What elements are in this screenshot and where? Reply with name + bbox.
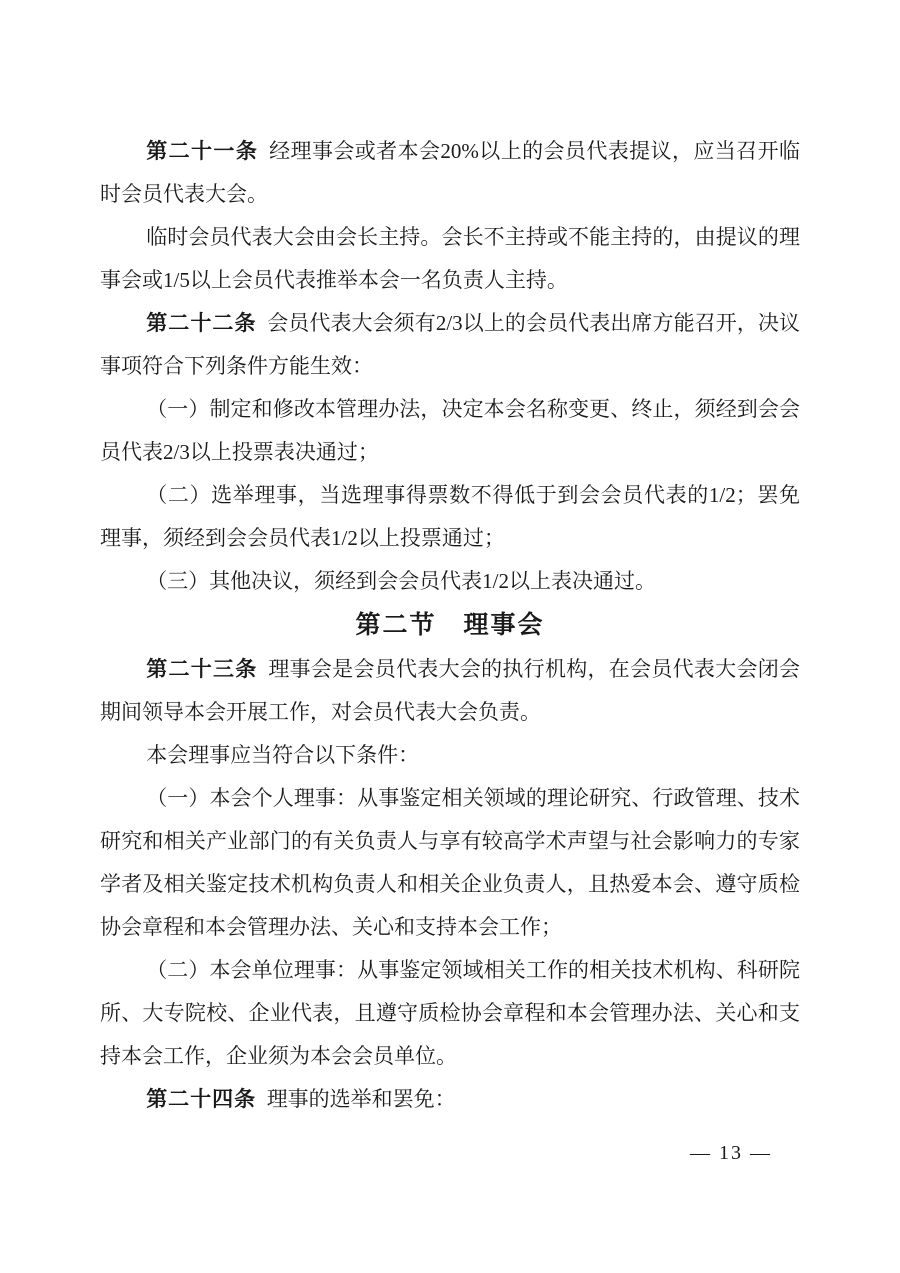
document-body [100,130,800,1121]
body-paragraph: 本会理事应当符合以下条件： [146,743,420,767]
body-paragraph: （一）制定和修改本管理办法，决定本会名称变更、终止，须经到会会员代表2/3以上投票表决通过； [100,397,800,464]
body-paragraph: （三）其他决议，须经到会会员代表1/2以上表决通过。 [146,569,657,593]
section-heading: 第二节 理事会 [355,611,545,639]
article-paragraph: 第二十三条 理事会是会员代表大会的执行机构，在会员代表大会闭会期间领导本会开展工作，对会员代表大会负责。 [100,657,801,724]
body-paragraph: （二）选举理事，当选理事得票数不得低于到会会员代表的1/2；罢免理事，须经到会会员代表1/2以上投票通过； [100,483,800,550]
article-number: 第二十二条 [146,311,257,335]
article-number: 第二十四条 [146,1087,257,1111]
body-paragraph: （二）本会单位理事：从事鉴定领域相关工作的相关技术机构、科研院所、大专院校、企业代表，且遵守质检协会章程和本会管理办法、关心和支持本会工作，企业须为本会会员单位。 [100,958,800,1068]
body-paragraph: 临时会员代表大会由会长主持。会长不主持或不能主持的，由提议的理事会或1/5以上会员代表推举本会一名负责人主持。 [100,225,800,292]
article-number: 第二十三条 [146,657,258,681]
body-paragraph: （一）本会个人理事：从事鉴定相关领域的理论研究、行政管理、技术研究和相关产业部门的有关负责人与享有较高学术声望与社会影响力的专家学者及相关鉴定技术机构负责人和相关企业负责人，且热爱本会、遵守质检协会章程和本会管理办法、关心和支持本会工作； [100,786,800,939]
page-number: — 13 — [690,1142,772,1164]
article-paragraph: 第二十四条 理事的选举和罢免： [146,1087,456,1111]
article-number: 第二十一条 [146,139,259,163]
article-paragraph: 第二十一条 经理事会或者本会20%以上的会员代表提议，应当召开临时会员代表大会。 [100,139,801,206]
article-paragraph: 第二十二条 会员代表大会须有2/3以上的会员代表出席方能召开，决议事项符合下列条件方能生效： [100,311,800,378]
